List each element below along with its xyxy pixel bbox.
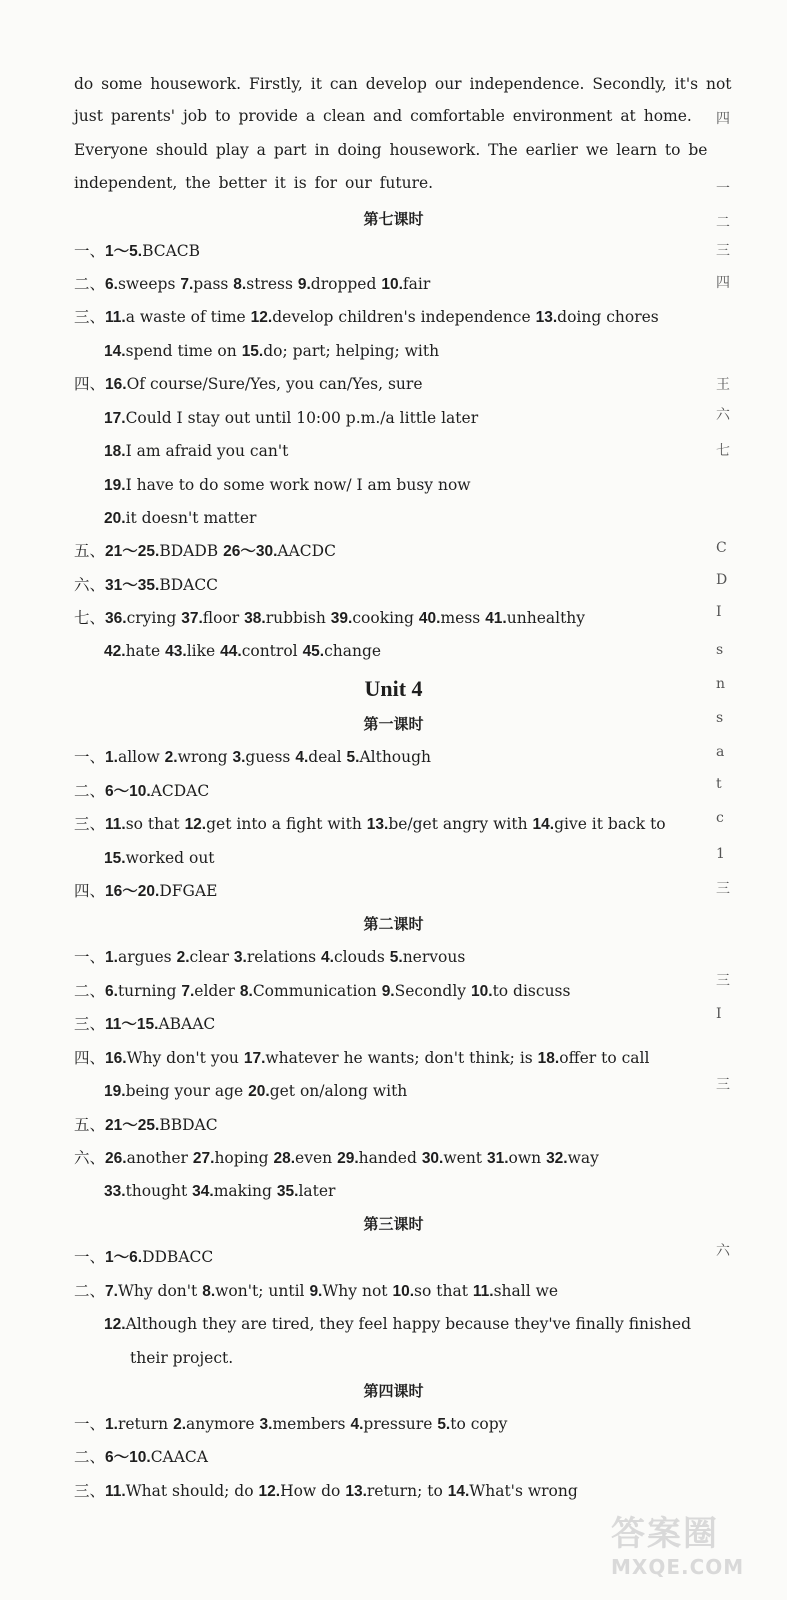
- answer-text: BDACC: [159, 576, 219, 594]
- question-number: 44.: [220, 643, 242, 660]
- answer-text: How do: [280, 1482, 341, 1500]
- margin-fragment: 王: [716, 377, 730, 393]
- answer-text: being your age: [125, 1082, 244, 1100]
- answer-text: control: [241, 642, 298, 660]
- question-number: 6.: [105, 983, 118, 1000]
- question-number: 38.: [244, 610, 266, 627]
- answer-text: crying: [126, 609, 177, 627]
- section-number: 二、: [74, 782, 106, 800]
- answer-text: won't; until: [215, 1282, 305, 1300]
- answer-text: I am afraid you can't: [125, 442, 289, 460]
- answer-text: so that: [125, 815, 180, 833]
- answer-text: return; to: [366, 1482, 443, 1500]
- margin-fragment: 七: [716, 443, 730, 459]
- question-number: 8.: [233, 276, 247, 293]
- answer-text: return: [117, 1415, 169, 1433]
- question-number: 2.: [176, 949, 190, 966]
- answer-text: I have to do some work now/ I am busy now: [125, 476, 471, 494]
- section-number: 七、: [74, 609, 106, 627]
- question-number: 19.: [104, 477, 126, 494]
- answer-text: develop children's independence: [272, 308, 531, 326]
- answer-text: floor: [202, 609, 240, 627]
- question-number: 6～10.: [105, 783, 151, 800]
- margin-fragment: t: [716, 776, 722, 792]
- answer-line: [74, 747, 431, 768]
- question-number: 8.: [239, 983, 253, 1000]
- answer-text: Although they are tired, they feel happy because they've finally finished: [125, 1315, 692, 1333]
- question-number: 15.: [241, 343, 264, 360]
- question-number: 1～5.: [105, 243, 143, 260]
- answer-text: whatever he wants; don't think; is: [265, 1049, 533, 1067]
- answer-text: turning: [117, 982, 177, 1000]
- section-number: 三、: [74, 1482, 106, 1500]
- question-number: 10.: [392, 1283, 415, 1300]
- answer-text: even: [295, 1149, 333, 1167]
- question-number: 3.: [232, 749, 246, 766]
- margin-fragment: s: [716, 642, 724, 658]
- answer-text: be/get angry with: [388, 815, 528, 833]
- answer-line: [74, 781, 209, 802]
- question-number: 29.: [337, 1150, 359, 1167]
- answer-text: ACDAC: [150, 782, 210, 800]
- answer-line: [74, 981, 570, 1002]
- answer-text: change: [324, 642, 382, 660]
- section-number: 一、: [74, 1415, 106, 1433]
- question-number: 31.: [486, 1150, 509, 1167]
- question-number: 11.: [105, 816, 126, 833]
- answer-text: allow: [117, 748, 160, 766]
- answer-line: [74, 881, 217, 902]
- question-number: 4.: [350, 1416, 364, 1433]
- answer-text: Why don't: [117, 1282, 198, 1300]
- question-number: 11.: [105, 309, 126, 326]
- answer-text: spend time on: [125, 342, 237, 360]
- section-number: 二、: [74, 982, 106, 1000]
- question-number: 20.: [104, 510, 126, 527]
- question-number: 5.: [389, 949, 403, 966]
- question-number: 30.: [421, 1150, 444, 1167]
- section-number: 三、: [74, 308, 106, 326]
- answer-text: to copy: [450, 1415, 508, 1433]
- answer-text: unhealthy: [506, 609, 586, 627]
- answer-text: relations: [246, 948, 317, 966]
- question-number: 11.: [472, 1283, 494, 1300]
- question-number: 40.: [418, 610, 441, 627]
- question-number: 19.: [104, 1083, 126, 1100]
- question-number: 43.: [165, 643, 187, 660]
- answer-text: clear: [189, 948, 229, 966]
- answer-line: [74, 541, 336, 562]
- margin-fragment: 三: [716, 243, 730, 259]
- answer-text: worked out: [125, 849, 215, 867]
- question-number: 16.: [105, 1050, 127, 1067]
- unit4-lesson2-title: 第二课时: [363, 915, 424, 933]
- unit4-lesson4-title: 第四课时: [363, 1382, 424, 1400]
- question-number: 3.: [233, 949, 247, 966]
- answer-text: Communication: [252, 982, 377, 1000]
- section-number: 五、: [74, 542, 106, 560]
- answer-line: [74, 1048, 649, 1069]
- question-number: 12.: [250, 309, 273, 326]
- question-number: 37.: [181, 610, 203, 627]
- answer-text: CAACA: [150, 1448, 208, 1466]
- watermark-logo-text: 答案圈: [611, 1514, 719, 1554]
- question-number: 16.: [105, 376, 127, 393]
- margin-fragment: 四: [716, 111, 730, 127]
- answer-text: went: [443, 1149, 483, 1167]
- question-number: 36.: [105, 610, 127, 627]
- unit4-lesson3-title: 第三课时: [363, 1215, 424, 1233]
- question-number: 4.: [295, 749, 309, 766]
- answer-line: [74, 307, 659, 328]
- answer-text: get into a fight with: [206, 815, 362, 833]
- question-number: 45.: [302, 643, 325, 660]
- question-number: 39.: [330, 610, 353, 627]
- margin-fragment: 四: [716, 275, 730, 291]
- question-number: 5.: [437, 1416, 451, 1433]
- margin-fragment: c: [716, 810, 724, 826]
- answer-text: Although: [359, 748, 432, 766]
- margin-fragment: n: [716, 676, 726, 692]
- answer-line: [74, 608, 585, 629]
- answer-line: [104, 408, 478, 429]
- question-number: 13.: [366, 816, 389, 833]
- section-number: 四、: [74, 1049, 106, 1067]
- question-number: 7.: [180, 276, 194, 293]
- question-number: 1.: [105, 949, 118, 966]
- question-number: 10.: [471, 983, 493, 1000]
- answer-line: [74, 1148, 599, 1169]
- question-number: 6～10.: [105, 1449, 151, 1466]
- answer-text: anymore: [186, 1415, 255, 1433]
- answer-text: argues: [117, 948, 172, 966]
- margin-fragment: 六: [716, 407, 730, 423]
- answer-line: [104, 641, 381, 662]
- lesson7-title: 第七课时: [363, 210, 424, 228]
- answer-line: [74, 1115, 218, 1136]
- answer-text: pass: [193, 275, 229, 293]
- margin-fragment: D: [716, 572, 728, 588]
- section-number: 五、: [74, 1116, 106, 1134]
- section-number: 三、: [74, 815, 106, 833]
- answer-line: [104, 341, 439, 362]
- intro-line: do some housework. Firstly, it can develop our independence. Secondly, it's not: [74, 75, 732, 93]
- section-number: 二、: [74, 1282, 106, 1300]
- answer-line: [104, 441, 288, 462]
- question-number: 27.: [192, 1150, 215, 1167]
- answer-text: to discuss: [492, 982, 571, 1000]
- margin-fragment: I: [716, 1006, 722, 1022]
- section-number: 一、: [74, 1248, 106, 1266]
- answer-text: BCACB: [142, 242, 201, 260]
- answer-text: hate: [125, 642, 161, 660]
- question-number: 12.: [104, 1316, 126, 1333]
- question-number: 16～20.: [105, 883, 160, 900]
- site-watermark: [611, 1506, 781, 1596]
- answer-text: DFGAE: [159, 882, 218, 900]
- question-number: 17.: [104, 410, 126, 427]
- answer-text: What's wrong: [469, 1482, 578, 1500]
- question-number: 9.: [381, 983, 395, 1000]
- question-number: 3.: [259, 1416, 273, 1433]
- question-number: 34.: [192, 1183, 214, 1200]
- question-number: 1.: [105, 1416, 118, 1433]
- question-number: 5.: [346, 749, 360, 766]
- answer-text: BBDAC: [159, 1116, 218, 1134]
- question-number: 1～6.: [105, 1249, 143, 1266]
- margin-fragment: s: [716, 710, 724, 726]
- intro-line: Everyone should play a part in doing housework. The earlier we learn to be: [74, 141, 708, 159]
- watermark-url: MXQE.COM: [611, 1555, 745, 1579]
- answer-text: a waste of time: [125, 308, 246, 326]
- answer-line: [104, 848, 215, 869]
- answer-text: making: [213, 1182, 272, 1200]
- answer-text: AACDC: [277, 542, 336, 560]
- answer-text: Why not: [322, 1282, 388, 1300]
- answer-text: dropped: [310, 275, 377, 293]
- question-number: 14.: [447, 1483, 470, 1500]
- answer-text: nervous: [402, 948, 466, 966]
- question-number: 13.: [535, 309, 558, 326]
- answer-line: [104, 1314, 691, 1335]
- answer-text: handed: [358, 1149, 417, 1167]
- answer-line: [74, 814, 666, 835]
- margin-fragment: 三: [716, 1077, 730, 1093]
- intro-line: independent, the better it is for our future.: [74, 174, 434, 192]
- answer-text: members: [272, 1415, 346, 1433]
- question-number: 17.: [243, 1050, 266, 1067]
- answer-text: doing chores: [557, 308, 659, 326]
- intro-line: just parents' job to provide a clean and comfortable environment at home.: [74, 107, 692, 125]
- question-number: 28.: [273, 1150, 296, 1167]
- question-number: 20.: [248, 1083, 270, 1100]
- answer-text: DDBACC: [142, 1248, 214, 1266]
- question-number: 41.: [485, 610, 507, 627]
- question-number: 33.: [104, 1183, 126, 1200]
- answer-text: Why don't you: [126, 1049, 239, 1067]
- question-number: 21～25.: [105, 1117, 160, 1134]
- margin-fragment: 一: [716, 181, 730, 197]
- section-number: 六、: [74, 1149, 106, 1167]
- answer-text: rubbish: [265, 609, 326, 627]
- margin-fragment: 二: [716, 215, 730, 231]
- margin-fragment: C: [716, 540, 727, 556]
- answer-line: [74, 1014, 215, 1035]
- answer-line: [130, 1348, 233, 1368]
- answer-text: offer to call: [559, 1049, 650, 1067]
- answer-text: sweeps: [117, 275, 176, 293]
- question-number: 4.: [321, 949, 334, 966]
- question-number: 9.: [309, 1283, 323, 1300]
- question-number: 2.: [164, 749, 178, 766]
- answer-text: clouds: [333, 948, 385, 966]
- answer-line: [104, 1081, 407, 1102]
- section-number: 一、: [74, 948, 106, 966]
- margin-fragment: 六: [716, 1243, 730, 1259]
- question-number: 7.: [105, 1283, 118, 1300]
- answer-line: [74, 1281, 558, 1302]
- question-number: 10.: [381, 276, 403, 293]
- question-number: 7.: [181, 983, 195, 1000]
- answer-line: [74, 274, 430, 295]
- question-number: 14.: [104, 343, 126, 360]
- answer-text: hoping: [214, 1149, 269, 1167]
- answer-text: later: [298, 1182, 336, 1200]
- question-number: 15.: [104, 850, 126, 867]
- answer-text: Could I stay out until 10:00 p.m./a little later: [125, 409, 479, 427]
- question-number: 21～25.: [105, 543, 160, 560]
- answer-text: BDADB: [159, 542, 219, 560]
- margin-fragment: 三: [716, 881, 730, 897]
- answer-text: give it back to: [554, 815, 666, 833]
- section-number: 六、: [74, 576, 106, 594]
- question-number: 11～15.: [105, 1016, 159, 1033]
- question-number: 13.: [345, 1483, 367, 1500]
- margin-fragment: a: [716, 744, 725, 760]
- question-number: 12.: [184, 816, 207, 833]
- section-number: 四、: [74, 375, 106, 393]
- answer-text: wrong: [177, 748, 228, 766]
- answer-text: What should; do: [125, 1482, 254, 1500]
- answer-text: elder: [194, 982, 235, 1000]
- section-number: 二、: [74, 1448, 106, 1466]
- answer-text: pressure: [363, 1415, 433, 1433]
- question-number: 12.: [258, 1483, 281, 1500]
- answer-text: guess: [245, 748, 291, 766]
- margin-fragment: 三: [716, 973, 730, 989]
- question-number: 2.: [173, 1416, 187, 1433]
- answer-line: [74, 374, 423, 395]
- section-number: 二、: [74, 275, 106, 293]
- question-number: 6.: [105, 276, 118, 293]
- answer-line: [74, 1481, 578, 1502]
- answer-line: [74, 1414, 507, 1435]
- section-number: 四、: [74, 882, 106, 900]
- answer-text: Secondly: [394, 982, 467, 1000]
- answer-text: thought: [125, 1182, 188, 1200]
- answer-text: own: [508, 1149, 542, 1167]
- section-number: 三、: [74, 1015, 106, 1033]
- question-number: 14.: [532, 816, 555, 833]
- margin-fragment: I: [716, 604, 722, 620]
- answer-text: cooking: [352, 609, 414, 627]
- answer-line: [74, 1447, 208, 1468]
- answer-text: like: [186, 642, 216, 660]
- question-number: 26～30.: [223, 543, 278, 560]
- answer-text: mess: [440, 609, 481, 627]
- question-number: 31～35.: [105, 577, 160, 594]
- answer-text: get on/along with: [269, 1082, 408, 1100]
- question-number: 42.: [104, 643, 126, 660]
- unit-title: Unit 4: [364, 676, 423, 701]
- answer-text: fair: [402, 275, 431, 293]
- answer-line: [104, 508, 256, 529]
- question-number: 1.: [105, 749, 118, 766]
- answer-text: it doesn't matter: [125, 509, 257, 527]
- section-number: 一、: [74, 242, 106, 260]
- question-number: 18.: [104, 443, 126, 460]
- answer-text: so that: [414, 1282, 468, 1300]
- answer-text: another: [126, 1149, 188, 1167]
- margin-fragment: 1: [716, 846, 725, 862]
- unit4-lesson1-title: 第一课时: [363, 715, 424, 733]
- answer-line: [104, 1181, 335, 1202]
- answer-text: ABAAC: [158, 1015, 216, 1033]
- question-number: 18.: [537, 1050, 560, 1067]
- answer-line: [74, 241, 200, 262]
- answer-line: [104, 475, 471, 496]
- section-number: 一、: [74, 748, 106, 766]
- answer-line: [74, 575, 218, 596]
- answer-text: way: [567, 1149, 599, 1167]
- question-number: 26.: [105, 1150, 127, 1167]
- answer-text: stress: [246, 275, 293, 293]
- question-number: 11.: [105, 1483, 126, 1500]
- answer-text: shall we: [493, 1282, 559, 1300]
- answer-text: deal: [308, 748, 342, 766]
- answer-text: do; part; helping; with: [263, 342, 440, 360]
- answer-line: [74, 1247, 213, 1268]
- answer-line: [74, 947, 465, 968]
- question-number: 32.: [546, 1150, 568, 1167]
- answer-text: their project.: [130, 1349, 234, 1367]
- question-number: 8.: [202, 1283, 216, 1300]
- question-number: 35.: [276, 1183, 299, 1200]
- question-number: 9.: [297, 276, 311, 293]
- answer-text: Of course/Sure/Yes, you can/Yes, sure: [126, 375, 423, 393]
